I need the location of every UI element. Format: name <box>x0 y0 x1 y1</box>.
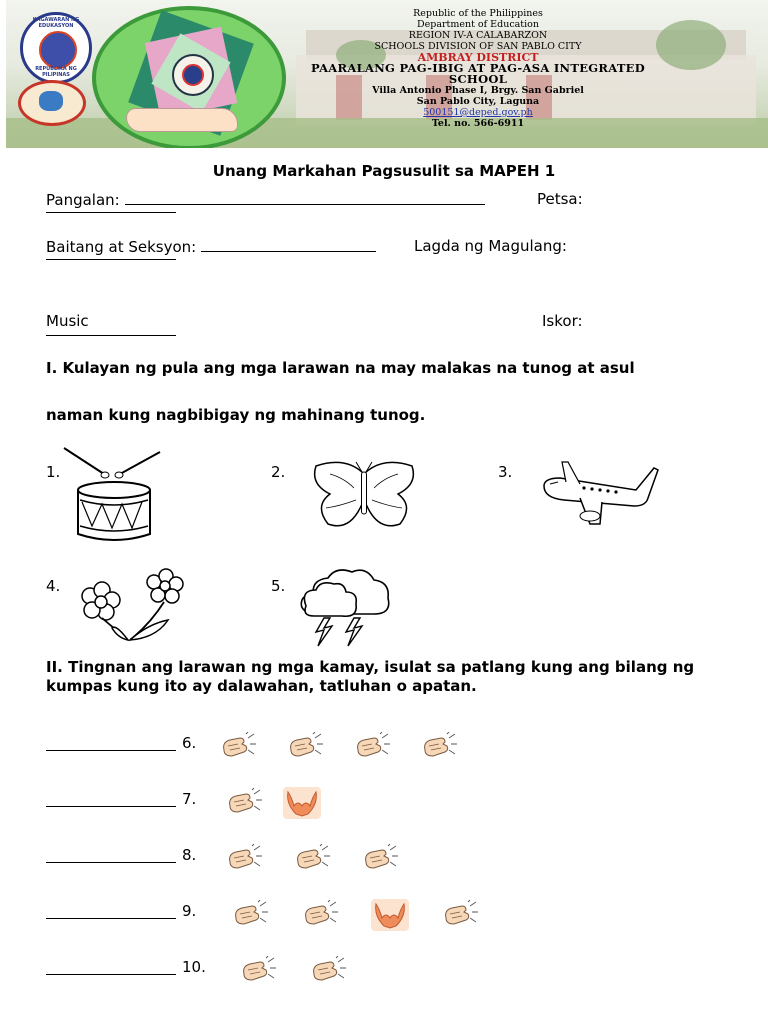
clap-icon <box>440 900 480 932</box>
answer-blank[interactable] <box>46 750 176 751</box>
clap-icon <box>230 900 270 932</box>
part1-instruction-cont: naman kung nagbibigay ng mahinang tunog. <box>46 406 426 424</box>
item-number: 4. <box>46 577 61 595</box>
name-blank[interactable] <box>125 190 485 205</box>
clap-icon <box>238 956 278 988</box>
item-number: 3. <box>498 463 513 481</box>
header-line: Republic of the Philippines <box>413 8 543 19</box>
header-text <box>288 8 668 129</box>
drum-icon <box>60 442 166 544</box>
parent-sign-label: Lagda ng Magulang: <box>414 237 567 255</box>
date-label: Petsa: <box>537 190 583 208</box>
answer-blank[interactable] <box>46 862 176 863</box>
storm-cloud-icon <box>296 566 394 648</box>
name-label: Pangalan: <box>46 191 120 209</box>
clap-icon <box>218 732 258 764</box>
school-seal-icon <box>18 80 86 126</box>
open-hands-icon <box>282 786 322 824</box>
clap-icon <box>419 732 459 764</box>
parent-sign-blank[interactable] <box>46 259 176 260</box>
clap-icon <box>285 732 325 764</box>
score-label: Iskor: <box>542 312 583 330</box>
item-number: 10. <box>182 958 206 976</box>
subject-label: Music <box>46 312 89 330</box>
name-field <box>46 190 485 209</box>
school-name: PAARALANG PAG-IBIG AT PAG-ASA INTEGRATED SCHOOL <box>310 61 646 86</box>
clap-icon <box>308 956 348 988</box>
item-number: 2. <box>271 463 286 481</box>
score-blank[interactable] <box>46 335 176 336</box>
seal-bottom-text: REPUBLIKA NG PILIPINAS <box>35 66 77 78</box>
grade-section-blank[interactable] <box>201 237 376 252</box>
telephone: Tel. no. 566-6911 <box>431 118 525 129</box>
district-name: AMBRAY DISTRICT <box>417 51 539 64</box>
answer-blank[interactable] <box>46 974 176 975</box>
address-line: Villa Antonio Phase I, Brgy. San Gabriel <box>372 85 584 96</box>
butterfly-icon <box>310 460 418 532</box>
clap-icon <box>224 788 264 820</box>
hand-icon <box>126 108 238 132</box>
header-line: SCHOOLS DIVISION OF SAN PABLO CITY <box>374 41 582 52</box>
deped-seal-icon <box>20 12 92 84</box>
item-number: 5. <box>271 577 286 595</box>
flowers-icon <box>72 568 192 644</box>
clap-icon <box>352 732 392 764</box>
answer-blank[interactable] <box>46 806 176 807</box>
date-blank[interactable] <box>46 212 176 213</box>
grade-section-label: Baitang at Seksyon: <box>46 238 197 256</box>
header-line: REGION IV-A CALABARZON <box>408 30 548 41</box>
item-number: 7. <box>182 790 197 808</box>
clap-icon <box>300 900 340 932</box>
item-number: 6. <box>182 734 197 752</box>
clap-icon <box>292 844 332 876</box>
open-hands-icon <box>370 898 410 936</box>
item-number: 9. <box>182 902 197 920</box>
header-line: Department of Education <box>417 19 539 30</box>
header-banner <box>6 0 768 148</box>
part2-instruction: II. Tingnan ang larawan ng mga kamay, isulat sa patlang kung ang bilang ng kumpas kung ito ay dalawahan, tatluhan o apatan. <box>46 658 695 695</box>
address-line: San Pablo City, Laguna <box>416 96 540 107</box>
item-number: 8. <box>182 846 197 864</box>
seal-top-text: KAGAWARAN NG EDUKASYON <box>32 17 80 29</box>
page-title: Unang Markahan Pagsusulit sa MAPEH 1 <box>212 162 556 180</box>
answer-blank[interactable] <box>46 918 176 919</box>
item-number: 1. <box>46 463 61 481</box>
grade-section-field <box>46 237 376 256</box>
email-link[interactable]: 500151@deped.gov.ph <box>423 107 533 118</box>
clap-icon <box>360 844 400 876</box>
clap-icon <box>224 844 264 876</box>
part1-instruction: I. Kulayan ng pula ang mga larawan na may malakas na tunog at asul <box>46 359 635 377</box>
airplane-icon <box>540 458 660 530</box>
school-logo-icon <box>92 6 286 148</box>
